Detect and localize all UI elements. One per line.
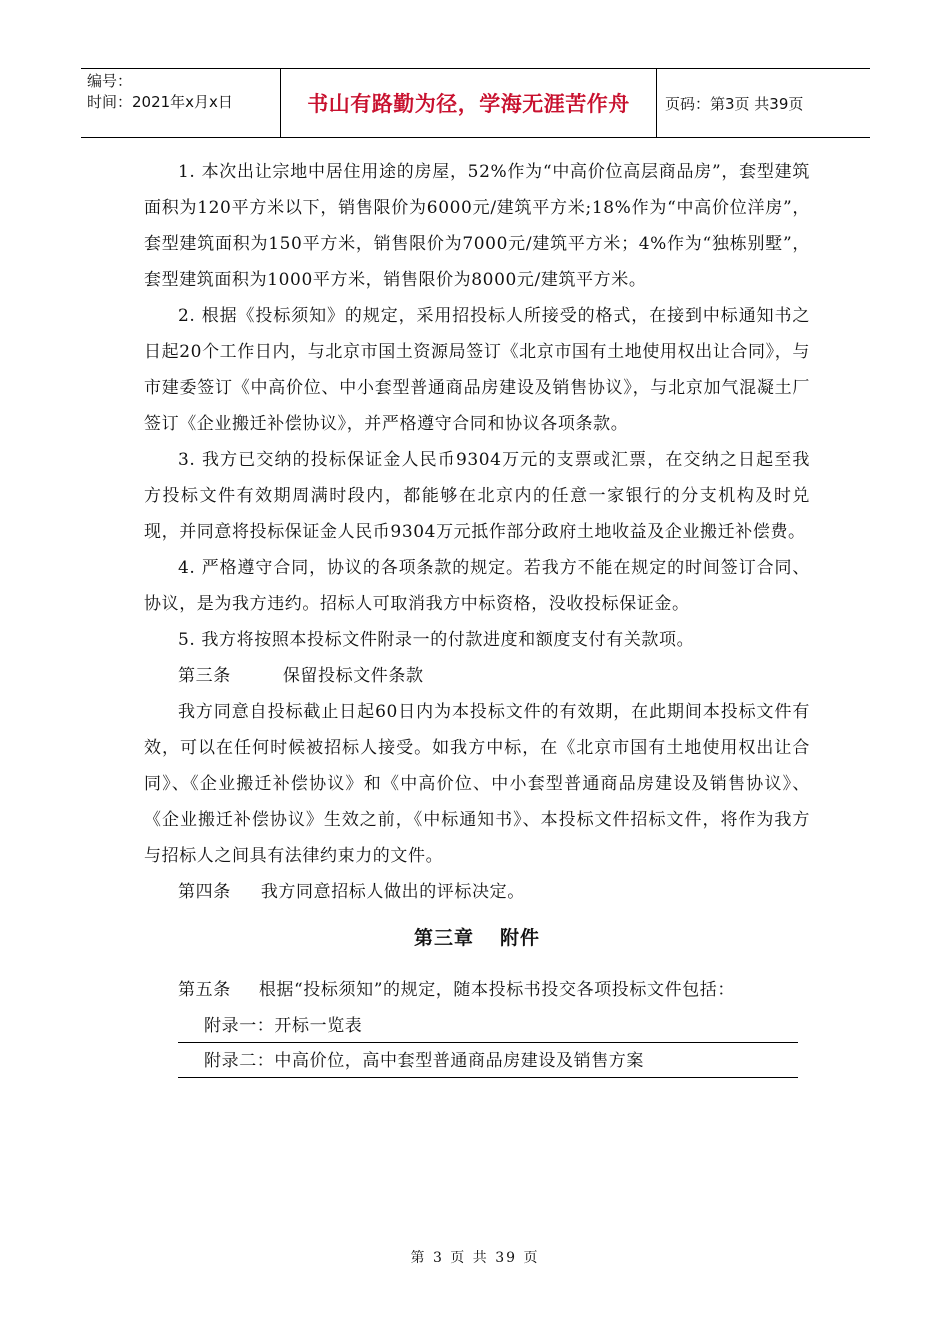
clause-5: 5. 我方将按照本投标文件附录一的付款进度和额度支付有关款项。 (178, 630, 695, 650)
header-page-cell (657, 69, 870, 137)
chapter-number: 第三章 (413, 927, 474, 949)
article-3-heading (144, 658, 810, 694)
document-body (144, 154, 810, 1078)
header-page-number: 页码：第3页 共39页 (665, 94, 804, 113)
appendix-item-1: 附录一：开标一览表 (178, 1010, 798, 1043)
article-3-title: 保留投标文件条款 (282, 666, 424, 686)
clause-2: 2. 根据《投标须知》的规定，采用招投标人所接受的格式，在接到中标通知书之日起20个工作日内，与北京市国土资源局签订《北京市国有土地使用权出让合同》，与市建委签订《中高价位、中小套型普通商品房建设及销售协议》，与北京加气混凝土厂签订《企业搬迁补偿协议》，并严格遵守合同和协议各项条款。 (144, 306, 810, 434)
article-4-label: 第四条 (178, 882, 231, 902)
article-5-label: 第五条 (178, 980, 231, 1000)
chapter-title: 附件 (500, 927, 541, 949)
clause-3: 3. 我方已交纳的投标保证金人民币9304万元的支票或汇票，在交纳之日起至我方投标文件有效期周满时段内，都能够在北京内的任意一家银行的分支机构及时兑现，并同意将投标保证金人民币9304万元抵作部分政府土地收益及企业搬迁补偿费。 (144, 450, 810, 542)
chapter-heading (144, 920, 810, 956)
header-motto: 书山有路勤为径，学海无涯苦作舟 (307, 92, 630, 116)
appendix-item-2: 附录二：中高价位，高中套型普通商品房建设及销售方案 (178, 1045, 798, 1078)
article-5-text: 根据“投标须知”的规定，随本投标书投交各项投标文件包括： (258, 980, 735, 1000)
clause-4: 4. 严格遵守合同，协议的各项条款的规定。若我方不能在规定的时间签订合同、协议，是为我方违约。招标人可取消我方中标资格，没收投标保证金。 (144, 558, 810, 614)
header-motto-cell (281, 69, 657, 137)
article-3-label: 第三条 (178, 666, 231, 686)
article-4 (144, 874, 810, 910)
document-date-label: 时间：2021年x月x日 (87, 93, 233, 111)
clause-1: 1. 本次出让宗地中居住用途的房屋，52%作为“中高价位高层商品房”，套型建筑面积为120平方米以下，销售限价为6000元/建筑平方米;18%作为“中高价位洋房”，套型建筑面积为150平方米，销售限价为7000元/建筑平方米；4%作为“独栋别墅”，套型建筑面积为1000平方米，销售限价为8000元/建筑平方米。 (144, 162, 810, 290)
page-header (81, 68, 870, 138)
article-5 (144, 972, 810, 1008)
header-meta (81, 69, 281, 137)
page-footer: 第 3 页 共 39 页 (410, 1250, 540, 1266)
article-4-text: 我方同意招标人做出的评标决定。 (260, 882, 525, 902)
document-number-label: 编号： (87, 72, 133, 90)
article-3-text: 我方同意自投标截止日起60日内为本投标文件的有效期，在此期间本投标文件有效，可以在任何时候被招标人接受。如我方中标，在《北京市国有土地使用权出让合同》、《企业搬迁补偿协议》和《中高价位、中小套型普通商品房建设及销售协议》、《企业搬迁补偿协议》生效之前，《中标通知书》、本投标文件招标文件，将作为我方与招标人之间具有法律约束力的文件。 (144, 702, 810, 866)
